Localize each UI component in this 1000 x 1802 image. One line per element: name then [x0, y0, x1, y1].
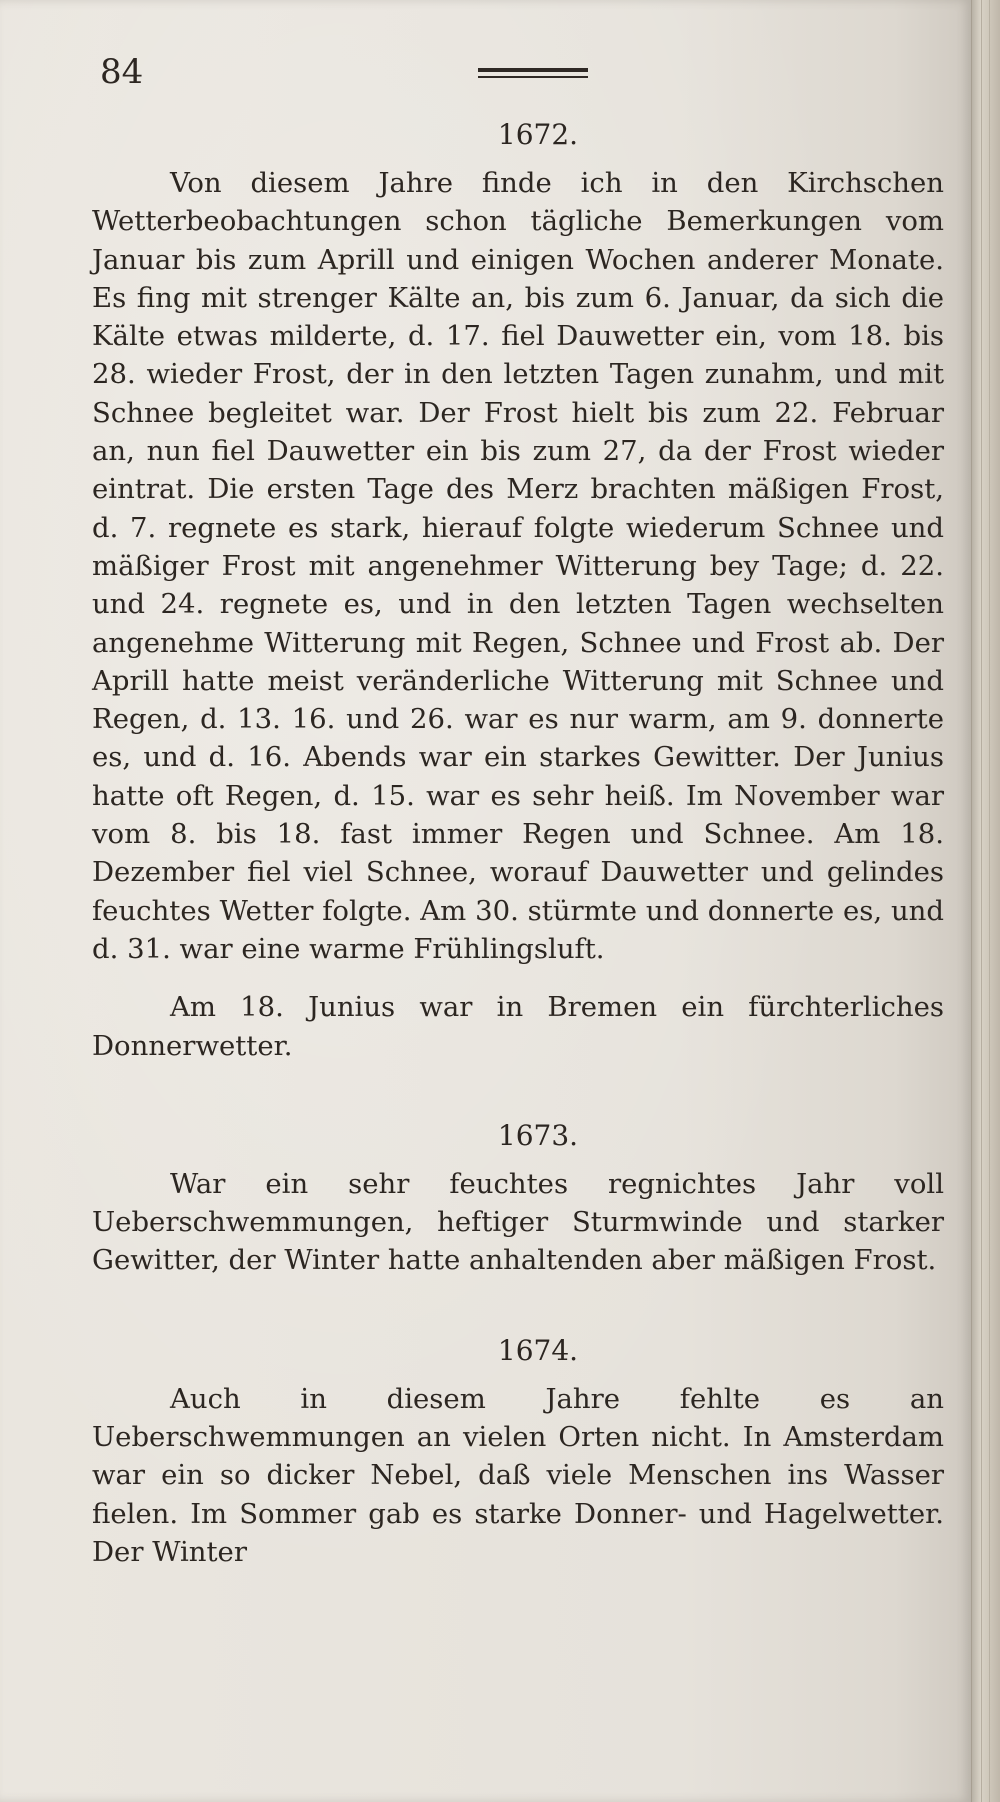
paragraph-1672-weather: Von diesem Jahre finde ich in den Kirchschen Wetterbeobachtungen schon tägliche Bemerkungen vom Januar bis zum Aprill und einigen Wochen anderer Monate. Es fing mit strenger Kälte an, bis zum 6. Januar, da sich die Kälte etwas milderte, d. 17. fiel Dauwetter ein, vom 18. bis 28. wieder Frost, der in den letzten Tagen zunahm, und mit Schnee begleitet war. Der Frost hielt bis zum 22. Februar an, nun fiel Dauwetter ein bis zum 27, da der Frost wieder eintrat. Die ersten Tage des Merz brachten mäßigen Frost, d. 7. regnete es stark, hierauf folgte wiederum Schnee und mäßiger Frost mit angenehmer Witterung bey Tage; d. 22. und 24. regnete es, und in den letzten Tagen wechselten angenehme Witterung mit Regen, Schnee und Frost ab. Der Aprill hatte meist veränderliche Witterung mit Schnee und Regen, d. 13. 16. und 26. war es nur warm, am 9. donnerte es, und d. 16. Abends war ein starkes Gewitter. Der Junius hatte oft Regen, d. 15. war es sehr heiß. Im November war vom 8. bis 18. fast immer Regen und Schnee. Am 18. Dezember fiel viel Schnee, worauf Dauwetter und gelindes feuchtes Wetter folgte. Am 30. stürmte und donnerte es, und d. 31. war eine warme Frühlingsluft. [92, 167, 944, 965]
page-edge [971, 0, 1000, 1802]
year-heading-1673: 1673. [497, 1118, 579, 1152]
paragraph-1673: War ein sehr feuchtes regnichtes Jahr voll Ueberschwemmungen, heftiger Sturmwinde und starker Gewitter, der Winter hatte anhaltenden aber mäßigen Frost. [92, 1167, 944, 1277]
paragraph-1674: Auch in diesem Jahre fehlte es an Ueberschwemmungen an vielen Orten nicht. In Amsterdam war ein so dicker Nebel, daß viele Menschen ins Wasser fielen. Im Sommer gab es starke Donner- und Hagelwetter. Der Winter [92, 1382, 944, 1568]
paragraph-spacer [92, 968, 944, 988]
section-spacer [92, 1280, 944, 1334]
year-heading-1674: 1674. [497, 1333, 579, 1367]
header-rule [478, 68, 588, 78]
paragraph-1672-bremen: Am 18. Junius war in Bremen ein fürchterliches Donnerwetter. [92, 991, 944, 1062]
page-body [92, 118, 944, 1571]
section-spacer [92, 1065, 944, 1119]
page-number: 84 [100, 52, 144, 92]
year-heading-1672: 1672. [497, 118, 579, 151]
